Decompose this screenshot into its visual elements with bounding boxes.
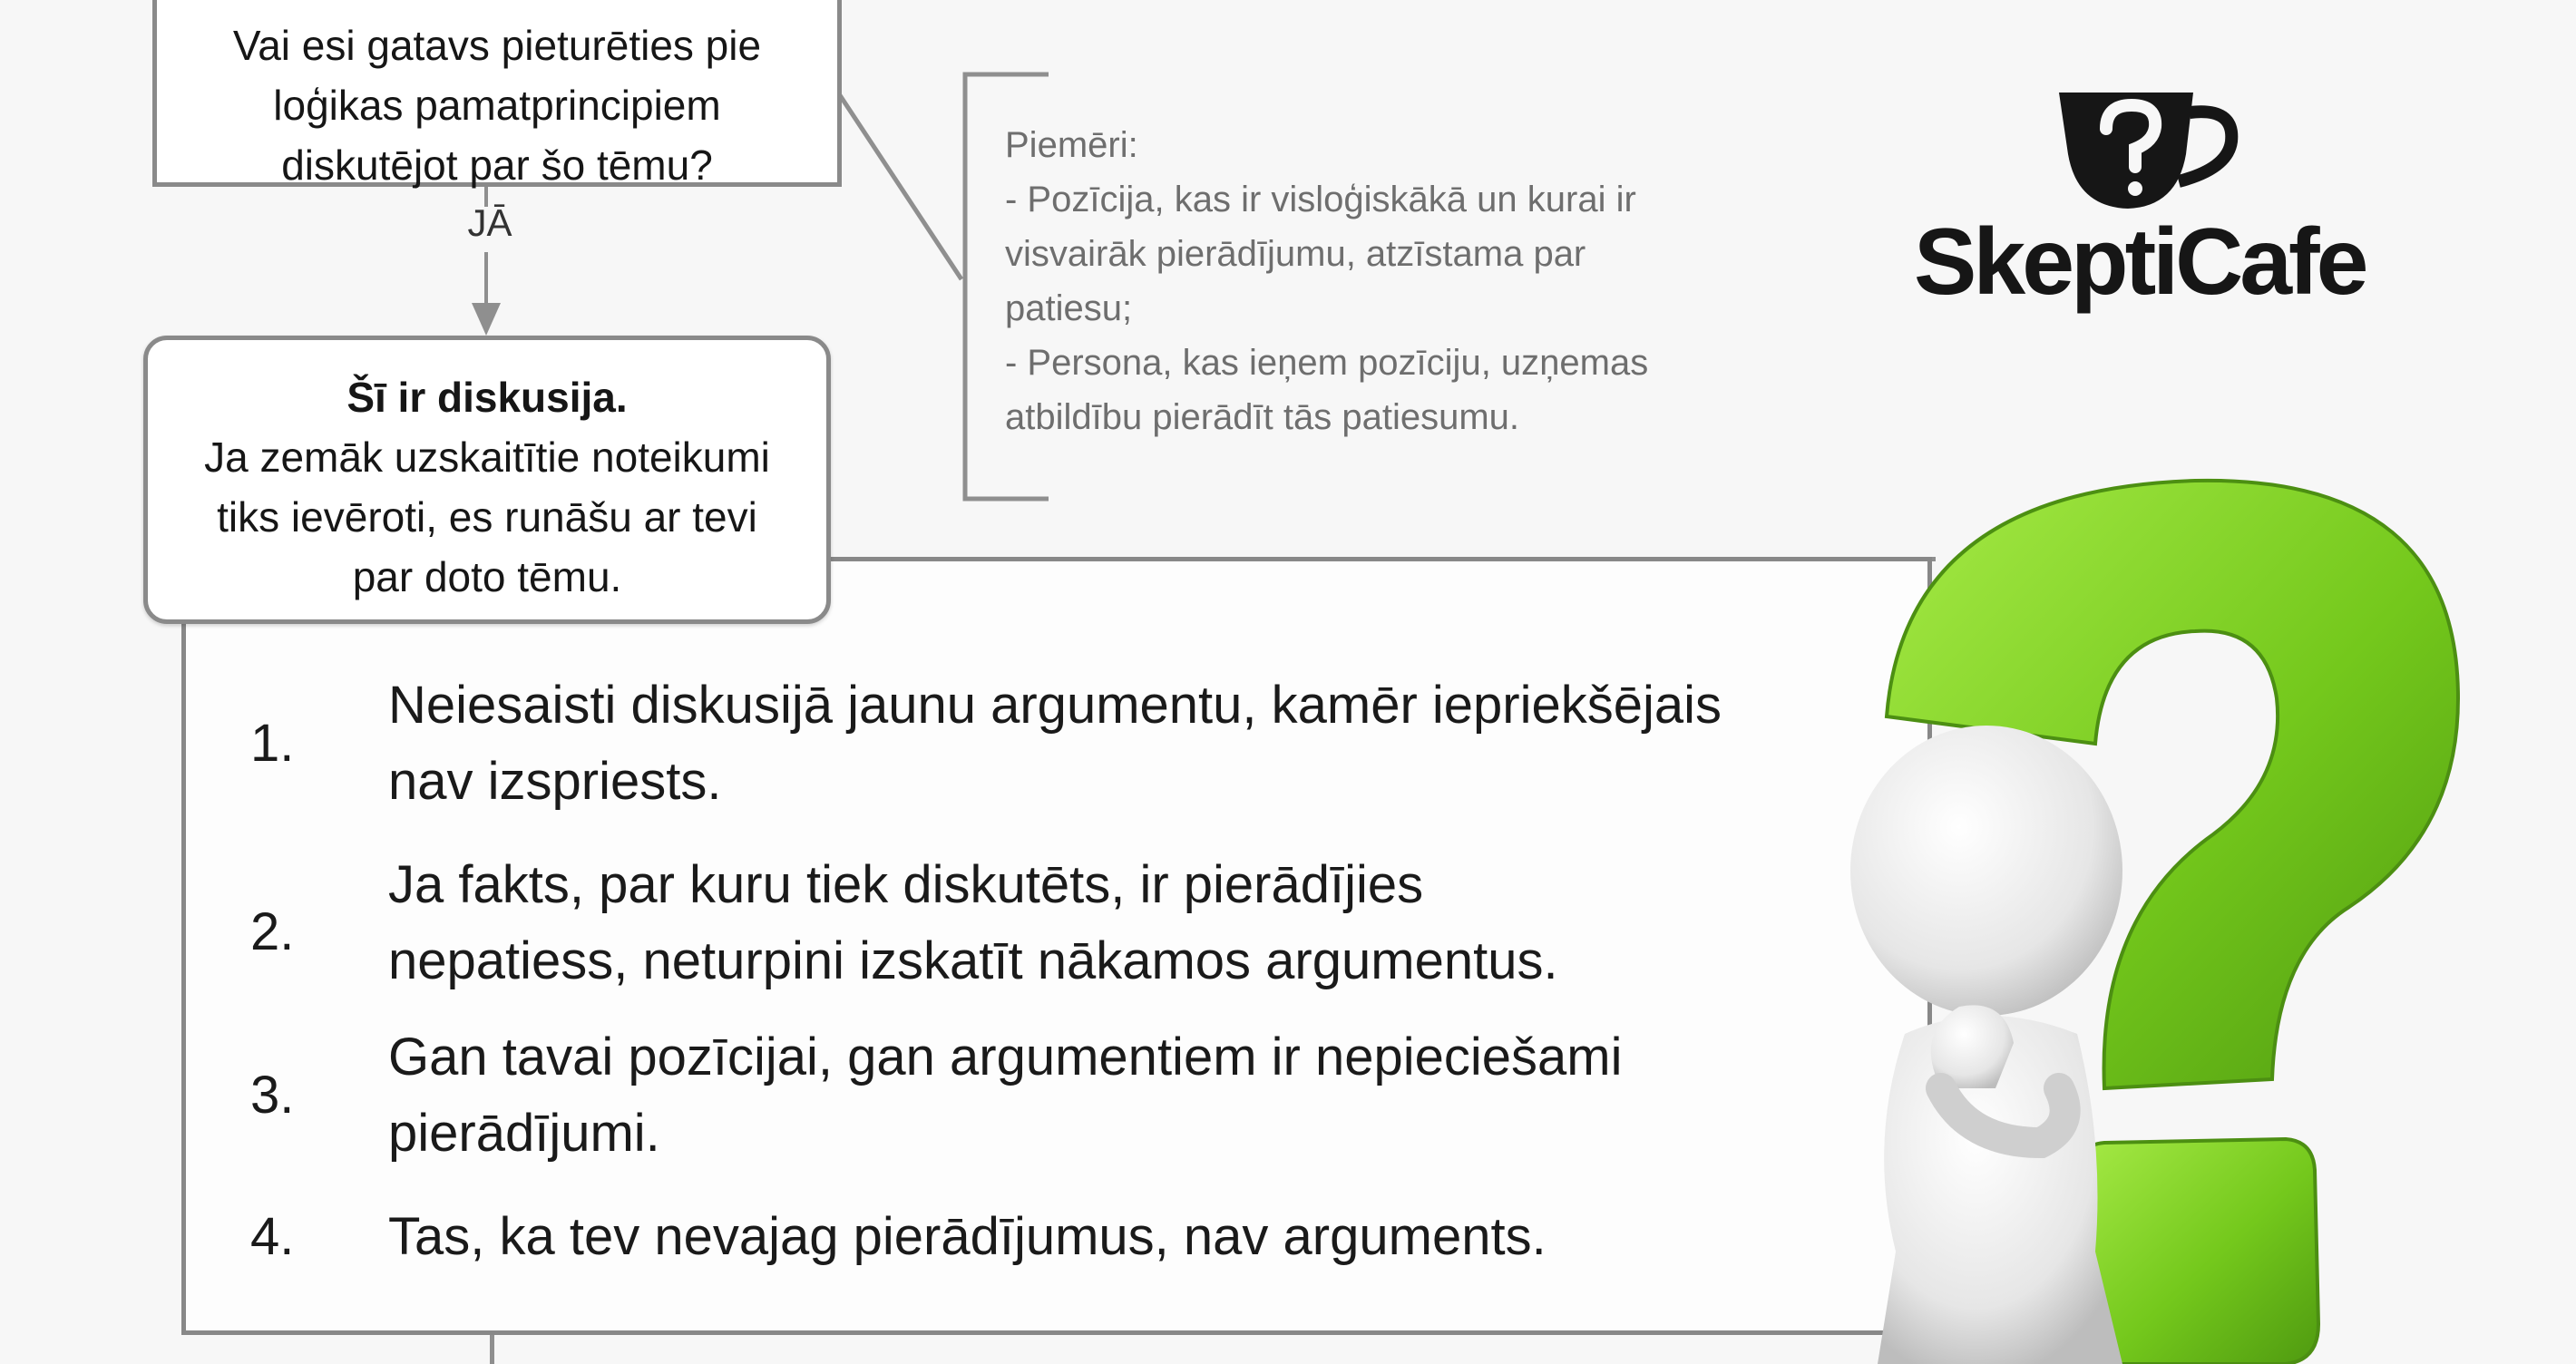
rule-number: 2. xyxy=(250,902,295,961)
question-line: diskutējot par šo tēmu? xyxy=(281,141,713,189)
rule-number: 4. xyxy=(250,1207,295,1266)
examples-line: patiesu; xyxy=(1005,288,1133,328)
rule-line: nav izspriests. xyxy=(388,752,722,811)
skepticafe-logo xyxy=(1914,82,2366,317)
discussion-line: tiks ievēroti, es runāšu ar tevi xyxy=(217,493,757,541)
rule-number: 1. xyxy=(250,714,295,773)
question-box xyxy=(152,0,842,187)
connector-vertical-bottom xyxy=(490,1333,494,1364)
discussion-box xyxy=(143,336,831,624)
rule-line: Ja fakts, par kuru tiek diskutēts, ir pierādījies xyxy=(388,855,1424,914)
examples-line: visvairāk pierādījumu, atzīstama par xyxy=(1005,234,1586,274)
discussion-line: par doto tēmu. xyxy=(352,553,622,600)
discussion-title: Šī ir diskusija. xyxy=(346,374,628,421)
rule-line: Gan tavai pozīcijai, gan argumentiem ir nepieciešami xyxy=(388,1028,1623,1086)
arrow-down-icon xyxy=(468,299,504,339)
question-mark-figure-icon xyxy=(1805,453,2576,1364)
discussion-line: Ja zemāk uzskaitītie noteikumi xyxy=(204,434,770,481)
logo-text: SkeptiCafe xyxy=(1914,209,2366,315)
yes-label: JĀ xyxy=(467,201,512,244)
rule-line: Neiesaisti diskusijā jaunu argumentu, kamēr iepriekšējais xyxy=(388,676,1722,735)
examples-line: atbildību pierādīt tās patiesumu. xyxy=(1005,397,1520,437)
connector-diagonal xyxy=(834,78,971,287)
rule-line: Tas, ka tev nevajag pierādījumus, nav arguments. xyxy=(388,1207,1547,1266)
rule-line: pierādījumi. xyxy=(388,1104,660,1163)
rule-item xyxy=(388,1199,1547,1275)
examples-line: - Pozīcija, kas ir visloģiskākā un kurai ir xyxy=(1005,180,1636,219)
examples-line: Piemēri: xyxy=(1005,125,1138,165)
examples-line: - Persona, kas ieņem pozīciju, uzņemas xyxy=(1005,343,1649,383)
rule-line: nepatiess, neturpini izskatīt nākamos argumentus. xyxy=(388,931,1558,990)
coffee-cup-question-icon xyxy=(2041,82,2259,218)
rule-item xyxy=(388,667,1722,820)
question-line: Vai esi gatavs pieturēties pie xyxy=(232,22,762,69)
question-line: loģikas pamatprincipiem xyxy=(273,82,721,129)
examples-text xyxy=(1005,118,1803,444)
rule-item xyxy=(388,847,1558,999)
rule-number: 3. xyxy=(250,1066,295,1125)
rule-item xyxy=(388,1019,1622,1172)
